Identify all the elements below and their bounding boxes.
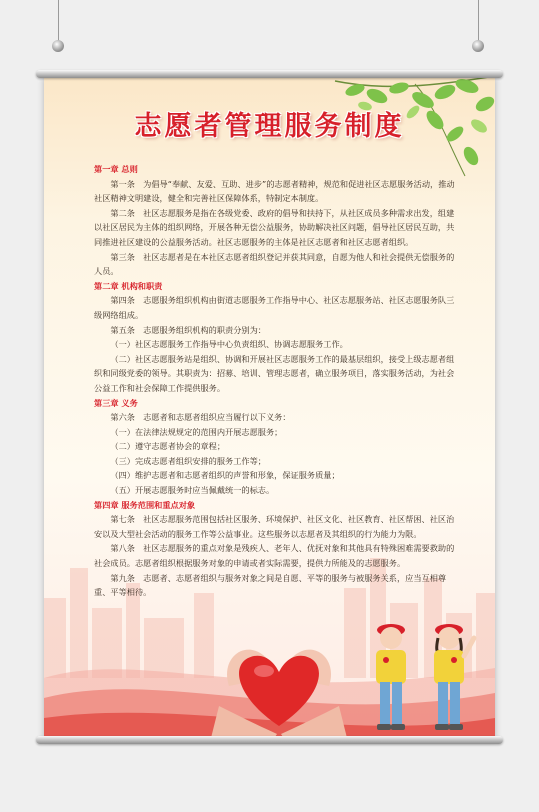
article-paragraph: 第三条 社区志愿者是在本社区志愿者组织登记并获其同意，自愿为他人和社会提供无偿服务的人员。 [94,251,455,277]
article-paragraph: 第二条 社区志愿服务是指在各级党委、政府的倡导和扶持下，从社区成员多种需求出发，组建以社区居民为主体的组织网络，开展各种无偿公益服务，协助解决社区问题，倡导社区居民互助，共同推进社区建设的公益服务活动。社区志愿服务的主体是社区志愿者和社区志愿者组织。 [94,207,455,247]
regulation-text [94,162,456,600]
hook-right-icon [472,40,484,52]
hook-left-icon [52,40,64,52]
article-paragraph: （四）维护志愿者和志愿者组织的声誉和形象，保证服务质量； [110,470,340,481]
article-paragraph: （一）社区志愿服务工作指导中心负责组织、协调志愿服务工作。 [110,339,348,350]
top-hanging-rod [36,70,503,78]
article-paragraph: 第五条 志愿服务组织机构的职责分别为： [110,324,266,335]
article-paragraph: 第七条 社区志愿服务范围包括社区服务、环境保护、社区文化、社区教育、社区帮困、社区治安以及大型社会活动的服务工作等公益事业。这些服务以志愿者及其组织的行为能力为限。 [94,514,455,539]
article-paragraph: 第九条 志愿者、志愿者组织与服务对象之间是自愿、平等的服务与被服务关系，应当互相尊重、平等相待。 [94,572,447,598]
page-title: 志愿者管理服务制度 [134,111,405,142]
article-paragraph: 第六条 志愿者和志愿者组织应当履行以下义务： [110,412,291,423]
article-paragraph: （二）遵守志愿者协会的章程； [110,441,226,452]
chapter-heading: 第二章 机构和职责 [94,280,163,291]
poster [44,76,495,738]
article-paragraph: （二）社区志愿服务站是组织、协调和开展社区志愿服务工作的最基层组织，接受上级志愿者组织和同级党委的领导。其职责为：招募、培训、管理志愿者，确立服务项目，落实服务活动，为社会公益工作和社会保障工作提供服务。 [94,353,455,393]
article-paragraph: （五）开展志愿服务时应当佩戴统一的标志。 [110,485,275,496]
article-paragraph: 第一条 为倡导“奉献、友爱、互助、进步”的志愿者精神，规范和促进社区志愿服务活动，推动社区精神文明建设，健全和完善社区保障体系，特制定本制度。 [94,178,455,204]
chapter-heading: 第三章 义务 [94,397,138,408]
article-paragraph: 第四条 志愿服务组织机构由街道志愿服务工作指导中心、社区志愿服务站、社区志愿服务队三级网络组成。 [94,295,455,320]
heart-in-hands-icon [209,616,349,738]
volunteer-boy-icon [362,616,420,736]
article-paragraph: 第八条 社区志愿服务的重点对象是残疾人、老年人、优抚对象和其他具有特殊困难需要救助的社会成员。志愿者组织根据服务对象的申请或者实际需要，提供力所能及的志愿服务。 [94,543,455,569]
volunteer-girl-icon [420,616,478,736]
bottom-hanging-rod [36,736,503,744]
chapter-heading: 第一章 总则 [94,164,138,174]
chapter-heading: 第四章 服务范围和重点对象 [94,499,196,510]
article-paragraph: （一）在法律法规规定的范围内开展志愿服务； [110,426,283,437]
article-paragraph: （三）完成志愿者组织安排的服务工作等； [110,455,266,466]
